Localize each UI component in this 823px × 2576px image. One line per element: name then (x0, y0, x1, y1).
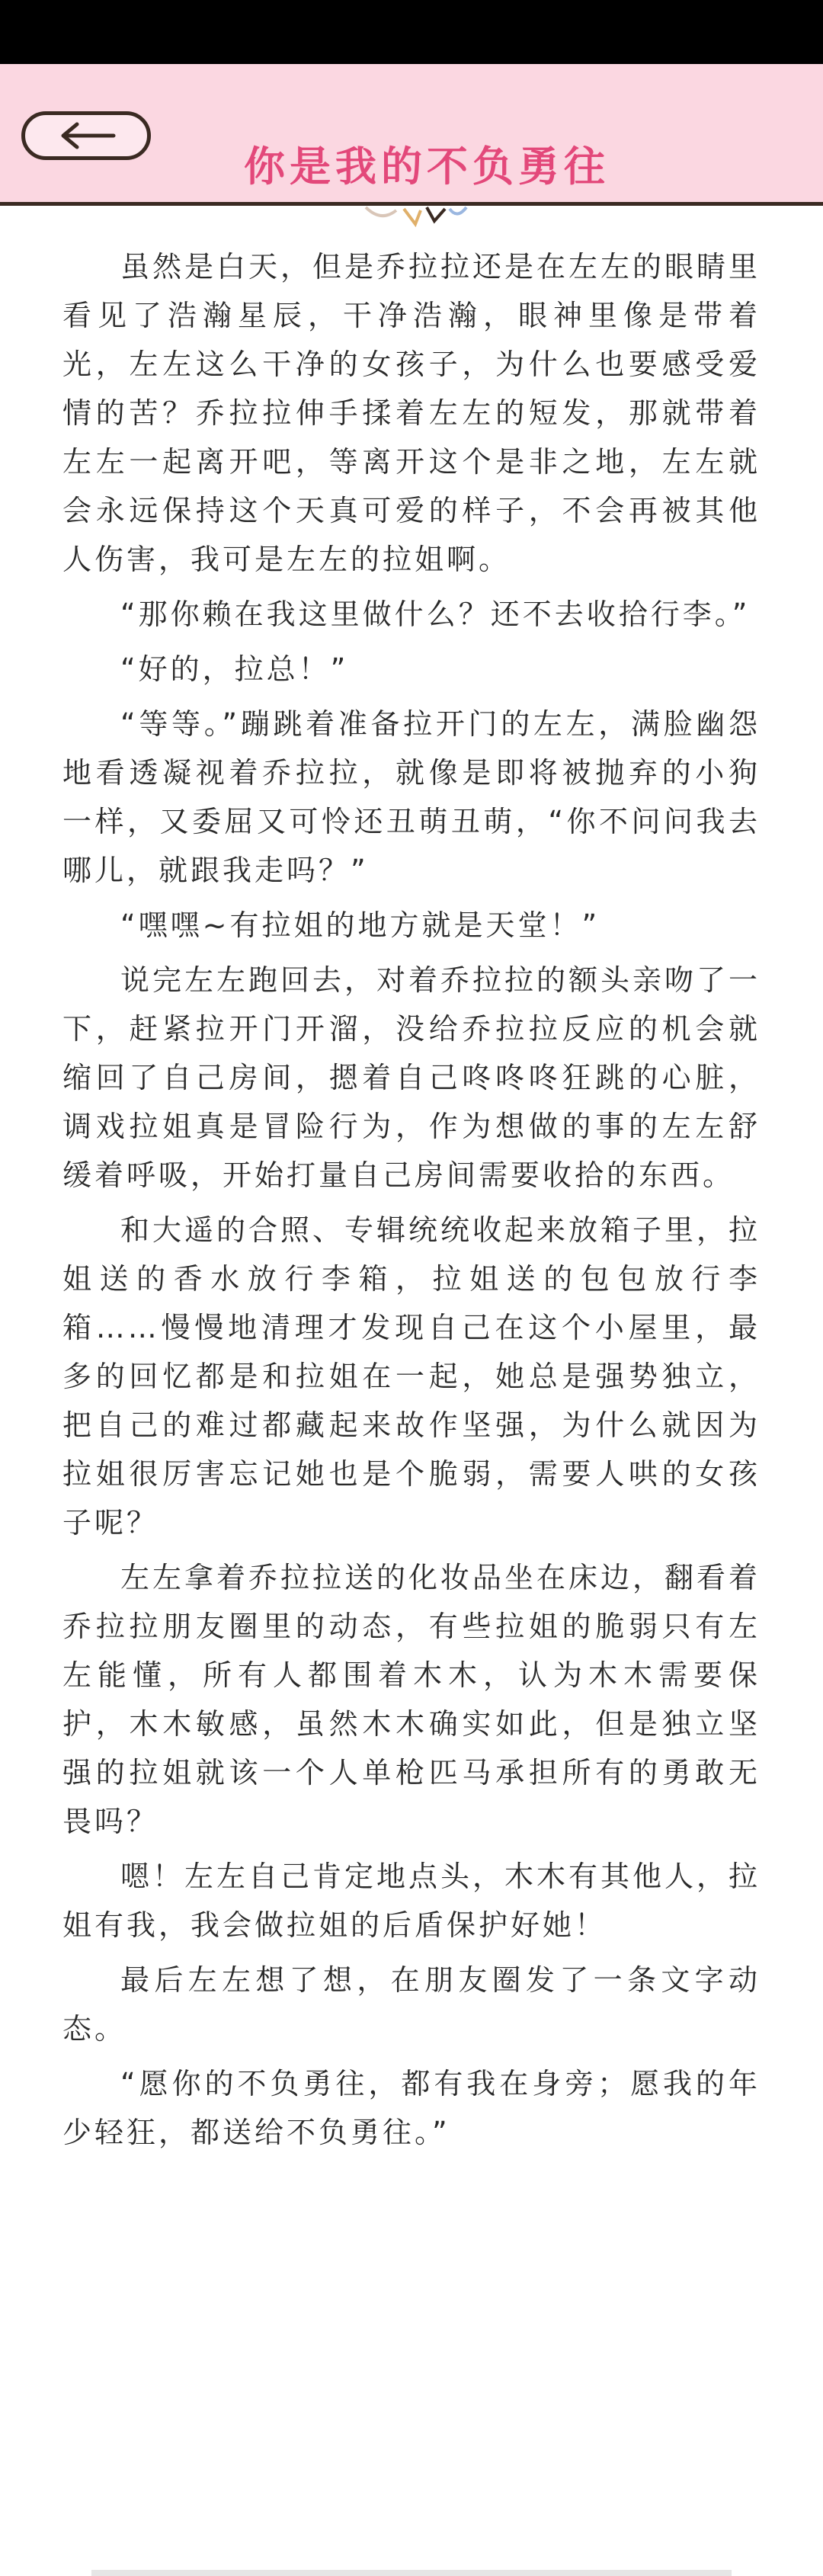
paragraph: 虽然是白天，但是乔拉拉还是在左左的眼睛里看见了浩瀚星辰，干净浩瀚，眼神里像是带着光，左左这么干净的女孩子，为什么也要感受爱情的苦？乔拉拉伸手揉着左左的短发，那就带着左左一起离开吧，等离开这个是非之地，左左就会永远保持这个天真可爱的样子，不会再被其他人伤害，我可是左左的拉姐啊。 (62, 250, 761, 576)
bottom-divider (91, 2570, 732, 2576)
paragraph: 嗯！左左自己肯定地点头，木木有其他人，拉姐有我，我会做拉姐的后盾保护好她！ (62, 1860, 761, 1942)
paragraph: 和大遥的合照、专辑统统收起来放箱子里，拉姐送的香水放行李箱，拉姐送的包包放行李箱……慢慢地清理才发现自己在这个小屋里，最多的回忆都是和拉姐在一起，她总是强势独立，把自己的难过都藏起来故作坚强，为什么就因为拉姐很厉害忘记她也是个脆弱，需要人哄的女孩子呢？ (62, 1213, 761, 1540)
paragraph: “好的，拉总！” (120, 652, 349, 686)
paragraph: 左左拿着乔拉拉送的化妆品坐在床边，翻看着乔拉拉朋友圈里的动态，有些拉姐的脆弱只有左左能懂，所有人都围着木木，认为木木需要保护，木木敏感，虽然木木确实如此，但是独立坚强的拉姐就该一个人单枪匹马承担所有的勇敢无畏吗？ (62, 1561, 761, 1838)
paragraph: “那你赖在我这里做什么？还不去收拾行李。” (120, 598, 751, 631)
paragraph: “嘿嘿~有拉姐的地方就是天堂！” (120, 908, 600, 942)
status-bar (0, 0, 823, 64)
paragraph: “等等。”蹦跳着准备拉开门的左左，满脸幽怨地看透凝视着乔拉拉，就像是即将被抛弃的小狗一样，又委屈又可怜还丑萌丑萌，“你不问问我去哪儿，就跟我走吗？” (62, 707, 761, 887)
paragraph: “愿你的不负勇往，都有我在身旁；愿我的年少轻狂，都送给不负勇往。” (62, 2067, 761, 2149)
paragraph: 最后左左想了想，在朋友圈发了一条文字动态。 (62, 1963, 761, 2046)
page-title: 你是我的不负勇往 (244, 143, 610, 191)
header-illustration (0, 206, 823, 229)
paragraph: 说完左左跑回去，对着乔拉拉的额头亲吻了一下，赶紧拉开门开溜，没给乔拉拉反应的机会就缩回了自己房间，摁着自己咚咚咚狂跳的心脏，调戏拉姐真是冒险行为，作为想做的事的左左舒缓着呼吸，开始打量自己房间需要收拾的东西。 (62, 963, 761, 1192)
article-content (62, 242, 761, 2163)
header-bar (0, 64, 823, 206)
